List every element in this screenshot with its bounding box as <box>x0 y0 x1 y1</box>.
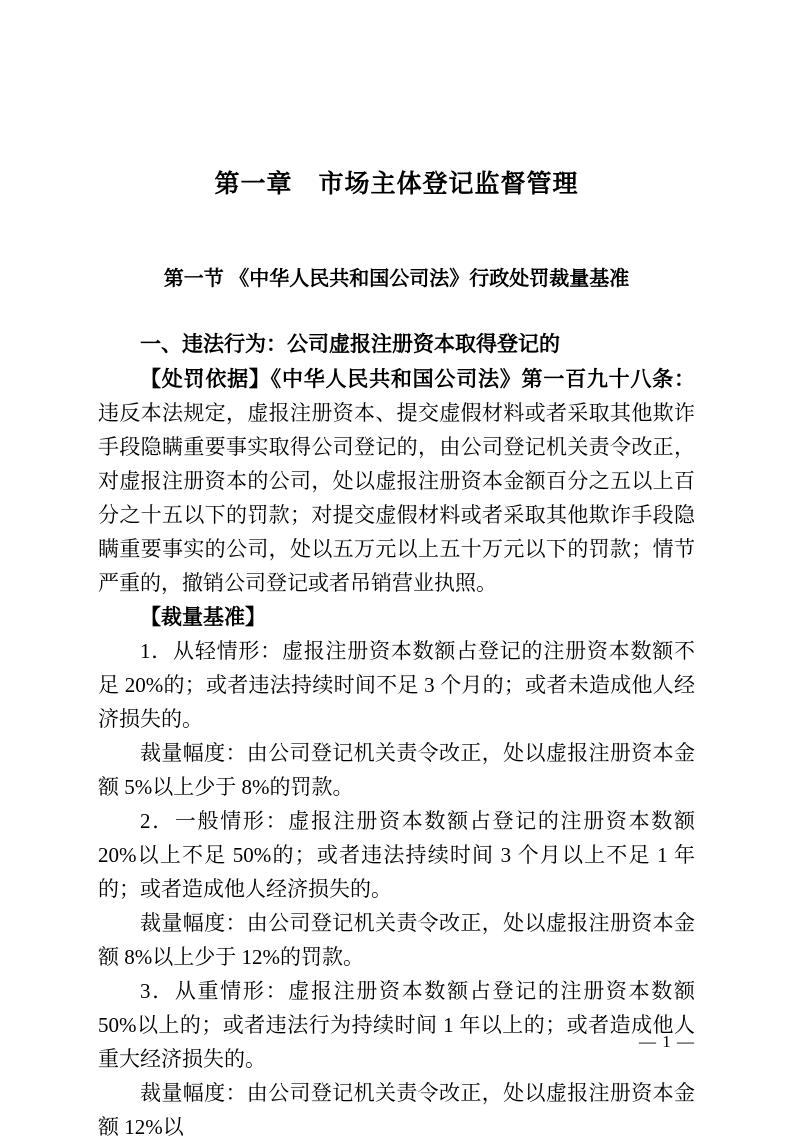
light-situation-paragraph: 1．从轻情形：虚报注册资本数额占登记的注册资本数额不足 20%的；或者违法持续时间不足 3 个月的；或者未造成他人经济损失的。 <box>98 639 695 731</box>
benchmark-heading: 【裁量基准】 <box>140 605 266 629</box>
light-range-paragraph: 裁量幅度：由公司登记机关责令改正，处以虚报注册资本金额 5%以上少于 8%的罚款。 <box>98 741 695 799</box>
heavy-range-paragraph: 裁量幅度：由公司登记机关责令改正，处以虚报注册资本金额 12%以 <box>98 1081 695 1139</box>
document-body <box>98 328 695 1144</box>
penalty-basis-label: 【处罚依据】《中华人民共和国公司法》第一百九十八条： <box>140 367 695 391</box>
heavy-situation-paragraph: 3．从重情形：虚报注册资本数额占登记的注册资本数额 50%以上的；或者违法行为持续时间 1 年以上的；或者造成他人重大经济损失的。 <box>98 979 695 1071</box>
general-range-paragraph: 裁量幅度：由公司登记机关责令改正，处以虚报注册资本金额 8%以上少于 12%的罚款。 <box>98 911 695 969</box>
chapter-title: 第一章 市场主体登记监督管理 <box>214 171 579 198</box>
section-title: 第一节 《中华人民共和国公司法》行政处罚裁量基准 <box>163 268 630 290</box>
violation-heading: 一、违法行为：公司虚报注册资本取得登记的 <box>140 333 560 356</box>
penalty-basis-text: 违反本法规定，虚报注册资本、提交虚假材料或者采取其他欺诈手段隐瞒重要事实取得公司登记的，由公司登记机关责令改正，对虚报注册资本的公司，处以虚报注册资本金额百分之五以上百分之十五以下的罚款；对提交虚假材料或者采取其他欺诈手段隐瞒重要事实的公司，处以五万元以上五十万元以下的罚款；情节严重的，撤销公司登记或者吊销营业执照。 <box>98 401 695 595</box>
page-number: — 1 — <box>639 1032 695 1051</box>
penalty-basis-paragraph <box>98 362 695 600</box>
general-situation-paragraph: 2．一般情形：虚报注册资本数额占登记的注册资本数额 20%以上不足 50%的；或者违法持续时间 3 个月以上不足 1 年的；或者造成他人经济损失的。 <box>98 809 695 901</box>
